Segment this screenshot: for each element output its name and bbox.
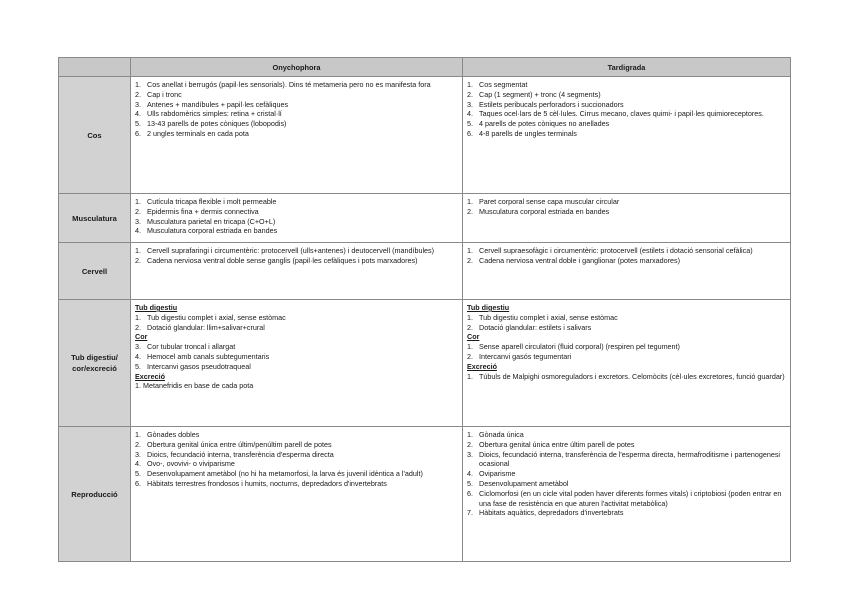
list-item-number: 1. (135, 197, 141, 206)
list-item-text: Hàbitats terrestres frondosos i humits, nocturns, depredadors d'invertebrats (147, 478, 387, 488)
list-item (467, 119, 786, 129)
list-item (135, 430, 458, 440)
list-item (467, 100, 786, 110)
list-item-number: 6. (135, 128, 141, 138)
list-item-number: 3. (135, 342, 141, 352)
list-item-number: 1. (467, 197, 473, 206)
row-label-tub-digestiu (59, 300, 131, 427)
list-item-number: 5. (135, 361, 141, 371)
list-item-number: 1. (135, 312, 141, 322)
list-item-text: Paret corporal sense capa muscular circular (479, 197, 620, 206)
cell-cos-tardigrada (463, 77, 791, 194)
list-item-text: Desenvolupament ametàbol (no hi ha metamorfosi, la larva és juvenil idèntica a l'adult) (147, 469, 423, 479)
list-item-number: 4. (135, 109, 141, 119)
list-cer-tar (467, 246, 786, 266)
row-label-cervell: Cervell (59, 243, 131, 300)
list-item-text: Cervell supraesofàgic i circumentèric: protocervell (estilets i dotació sensorial cefàlica) (479, 246, 753, 255)
list-item-text: Cos segmentat (479, 80, 528, 89)
row-tub-digestiu (59, 300, 791, 427)
list-item-text: Desenvolupament ametàbol (479, 478, 569, 488)
list-item-number: 2. (467, 439, 473, 449)
list-item-text: 4-8 parells de ungles terminals (479, 128, 577, 138)
list-item (467, 469, 786, 479)
list-item-number: 6. (467, 128, 473, 138)
list-item (135, 129, 458, 139)
list-item (467, 440, 786, 450)
list-item-text: Cadena nerviosa ventral doble sense ganglis (papil·les cefàliques i pots marxadores) (147, 255, 418, 265)
list-item-text: Obertura genital única entre últim parell de potes (479, 439, 635, 449)
list-item (467, 90, 786, 100)
list-item (467, 80, 786, 90)
list-item-number: 1. (467, 80, 473, 89)
row-label-reproduccio: Reproducció (59, 427, 131, 562)
list-item-number: 5. (467, 119, 473, 129)
list-item-text: Túbuls de Malpighi osmoreguladors i excretors. Celomòcits (cèl·ules excretores, funció guardar) (479, 371, 785, 381)
list-item-number: 4. (467, 109, 473, 119)
list-item (135, 80, 458, 90)
list-item-number: 5. (135, 119, 141, 129)
comparison-table (58, 57, 791, 562)
list-item-number: 3. (467, 449, 473, 459)
list-item-text: Ciclomorfosi (en un cicle vital poden haver diferents formes vitals) i criptobiosi (poden entrar en una fase de resistència en que aturen l'activitat metabòlica) (479, 488, 782, 508)
list-item-text: Hàbitats aquàtics, depredadors d'invertebrats (479, 508, 624, 518)
list-item (135, 342, 458, 352)
list-item-number: 1. (135, 246, 141, 255)
list-item (135, 256, 458, 266)
list-item-text: Estilets peribucals perforadors i succionadors (479, 99, 624, 109)
cell-tub-onychophora (131, 300, 463, 427)
list-item (467, 508, 786, 518)
list-tub-tar-1 (467, 313, 786, 333)
list-item-text: Dioics, fecundació interna, transferència de l'esperma directa, hermafroditisme i partenogenesi ocasional (479, 449, 781, 469)
header-corner (59, 58, 131, 77)
list-item-text: Cap (1 segment) + tronc (4 segments) (479, 89, 601, 99)
list-cos-tar (467, 80, 786, 139)
list-item (135, 362, 458, 372)
row-musculatura (59, 194, 791, 243)
list-cer-ony (135, 246, 458, 266)
list-item (467, 372, 786, 382)
list-item (467, 479, 786, 489)
list-item-text: Sense aparell circulatori (fluid corporal) (respiren pel tegument) (479, 342, 680, 352)
list-item-number: 2. (467, 206, 473, 216)
list-item (467, 323, 786, 333)
list-item (467, 489, 786, 509)
list-item-number: 6. (135, 478, 141, 488)
list-rep-ony (135, 430, 458, 489)
list-item-text: Oviparisme (479, 469, 516, 479)
list-item-number: 1. (467, 430, 473, 439)
list-item (467, 256, 786, 266)
list-item-text: 2 ungles terminals en cada pota (147, 128, 249, 138)
list-item-number: 2. (467, 89, 473, 99)
list-mus-ony (135, 197, 458, 236)
list-item (135, 226, 458, 236)
subheading-tub-digestiu: Tub digestiu (135, 303, 178, 312)
cell-musculatura-tardigrada (463, 194, 791, 243)
list-tub-tar-3 (467, 372, 786, 382)
list-item (135, 109, 458, 119)
list-item-number: 4. (135, 351, 141, 361)
list-item-text: Gònades dobles (147, 430, 200, 439)
list-item-number: 1. (467, 342, 473, 352)
list-item (135, 450, 458, 460)
list-item (135, 352, 458, 362)
list-item-number: 6. (467, 488, 473, 498)
list-item-text: Cor tubular troncal i allargat (147, 342, 236, 352)
list-item-number: 4. (135, 459, 141, 469)
subheading-excrecio: Excreció (135, 371, 165, 381)
row-label-tub-line1: Tub digestiu/ (71, 353, 118, 362)
header-onychophora: Onychophora (131, 58, 463, 77)
list-item-number: 5. (467, 478, 473, 488)
list-item-text: Dioics, fecundació interna, transferència d'esperma directa (147, 449, 334, 459)
row-label-tub-line2: cor/excreció (72, 364, 117, 373)
cell-tub-tardigrada (463, 300, 791, 427)
list-item-text: Gònada única (479, 430, 524, 439)
list-item-number: 3. (135, 449, 141, 459)
list-item (135, 459, 458, 469)
list-item (467, 430, 786, 440)
list-item-text: Ulls rabdomèrics simples: retina + cristal·lí (147, 109, 282, 119)
list-item-text: Musculatura corporal estriada en bandes (147, 226, 278, 236)
list-item (135, 469, 458, 479)
list-item-text: Musculatura parietal en tricapa (C+O+L) (147, 216, 276, 226)
list-item-text: Cutícula tricapa flexible i molt permeable (147, 197, 277, 206)
list-item (467, 207, 786, 217)
list-item (467, 313, 786, 323)
cell-reproduccio-tardigrada (463, 427, 791, 562)
subheading-tub-digestiu: Tub digestiu (467, 303, 510, 312)
list-item-text: 13-43 parells de potes còniques (lobopodis) (147, 119, 287, 129)
list-item (467, 450, 786, 470)
list-item-number: 2. (135, 206, 141, 216)
cell-reproduccio-onychophora (131, 427, 463, 562)
list-item-number: 2. (135, 89, 141, 99)
header-row (59, 58, 791, 77)
list-item-number: 1. (467, 371, 473, 381)
list-item-number: 5. (135, 469, 141, 479)
list-item-text: 4 parells de potes còniques no anellades (479, 119, 610, 129)
list-item-number: 2. (135, 255, 141, 265)
list-item-number: 2. (467, 351, 473, 361)
list-item-text: Antenes + mandíbules + papil·les cefàliques (147, 99, 289, 109)
cell-cos-onychophora (131, 77, 463, 194)
list-tub-tar-2 (467, 342, 786, 362)
list-item (135, 119, 458, 129)
list-item-number: 7. (467, 508, 473, 518)
list-item-number: 3. (467, 99, 473, 109)
list-cos-ony (135, 80, 458, 139)
list-item-number: 1. (135, 80, 141, 89)
row-label-cos: Cos (59, 77, 131, 194)
cell-cervell-tardigrada (463, 243, 791, 300)
list-item (467, 197, 786, 207)
list-item (135, 100, 458, 110)
list-item-number: 2. (135, 322, 141, 332)
list-item (135, 207, 458, 217)
list-item (467, 246, 786, 256)
list-item-text: Ovo-, ovovivi- o viviparisme (147, 459, 235, 469)
list-item-text: Cadena nerviosa ventral doble i ganglionar (potes marxadores) (479, 255, 680, 265)
list-item-number: 2. (135, 439, 141, 449)
list-mus-tar (467, 197, 786, 217)
list-item-text: Cervell suprafaringi i circumentèric: protocervell (ulls+antenes) i deutocervell (mandíbules) (147, 246, 435, 255)
list-item-number: 1. (135, 430, 141, 439)
excrecio-line: 1. Metanefridis en base de cada pota (135, 381, 254, 391)
list-item-text: Hemocel amb canals subtegumentaris (147, 351, 270, 361)
list-item-text: Dotació glandular: llim+salivar+crural (147, 322, 265, 332)
list-item-number: 4. (467, 469, 473, 479)
list-item-number: 3. (135, 99, 141, 109)
row-reproduccio (59, 427, 791, 562)
row-cervell (59, 243, 791, 300)
subheading-excrecio: Excreció (467, 361, 497, 371)
list-item (135, 197, 458, 207)
list-item (467, 109, 786, 119)
list-item (467, 352, 786, 362)
list-item-number: 1. (467, 246, 473, 255)
list-item (467, 342, 786, 352)
list-item-number: 3. (135, 216, 141, 226)
list-item-number: 2. (467, 255, 473, 265)
list-item (135, 440, 458, 450)
row-label-musculatura: Musculatura (59, 194, 131, 243)
list-item-text: Dotació glandular: estilets i salivars (479, 322, 592, 332)
list-item-text: Tub digestiu complet i axial, sense estòmac (479, 312, 618, 322)
cell-musculatura-onychophora (131, 194, 463, 243)
list-item (467, 129, 786, 139)
subheading-cor: Cor (467, 332, 480, 342)
list-item (135, 323, 458, 333)
list-item-text: Epidermis fina + dermis connectiva (147, 206, 259, 216)
row-cos (59, 77, 791, 194)
subheading-cor: Cor (135, 332, 148, 342)
list-item-number: 4. (135, 226, 141, 236)
list-item-text: Intercanvi gasos pseudotraqueal (147, 361, 251, 371)
list-item-text: Taques ocel·lars de 5 cèl·lules. Cirrus mecano, claves quimi- i papil·les quimioreceptores. (479, 109, 764, 119)
list-item-number: 2. (467, 322, 473, 332)
list-item-text: Musculatura corporal estriada en bandes (479, 206, 610, 216)
list-rep-tar (467, 430, 786, 518)
list-item-text: Intercanvi gasós tegumentari (479, 351, 572, 361)
list-item (135, 90, 458, 100)
list-item-text: Cap i tronc (147, 89, 182, 99)
list-item-text: Tub digestiu complet i axial, sense estòmac (147, 312, 286, 322)
list-item (135, 246, 458, 256)
list-item (135, 479, 458, 489)
list-tub-ony-1 (135, 313, 458, 333)
list-tub-ony-2 (135, 342, 458, 371)
header-tardigrada: Tardigrada (463, 58, 791, 77)
list-item (135, 217, 458, 227)
list-item-text: Cos anellat i berrugós (papil·les sensorials). Dins té metameria pero no es manifesta fora (147, 80, 431, 89)
list-item-text: Obertura genital única entre últim/penúltim parell de potes (147, 439, 332, 449)
list-item (135, 313, 458, 323)
comparison-sheet (58, 57, 790, 562)
list-item-number: 1. (467, 312, 473, 322)
cell-cervell-onychophora (131, 243, 463, 300)
